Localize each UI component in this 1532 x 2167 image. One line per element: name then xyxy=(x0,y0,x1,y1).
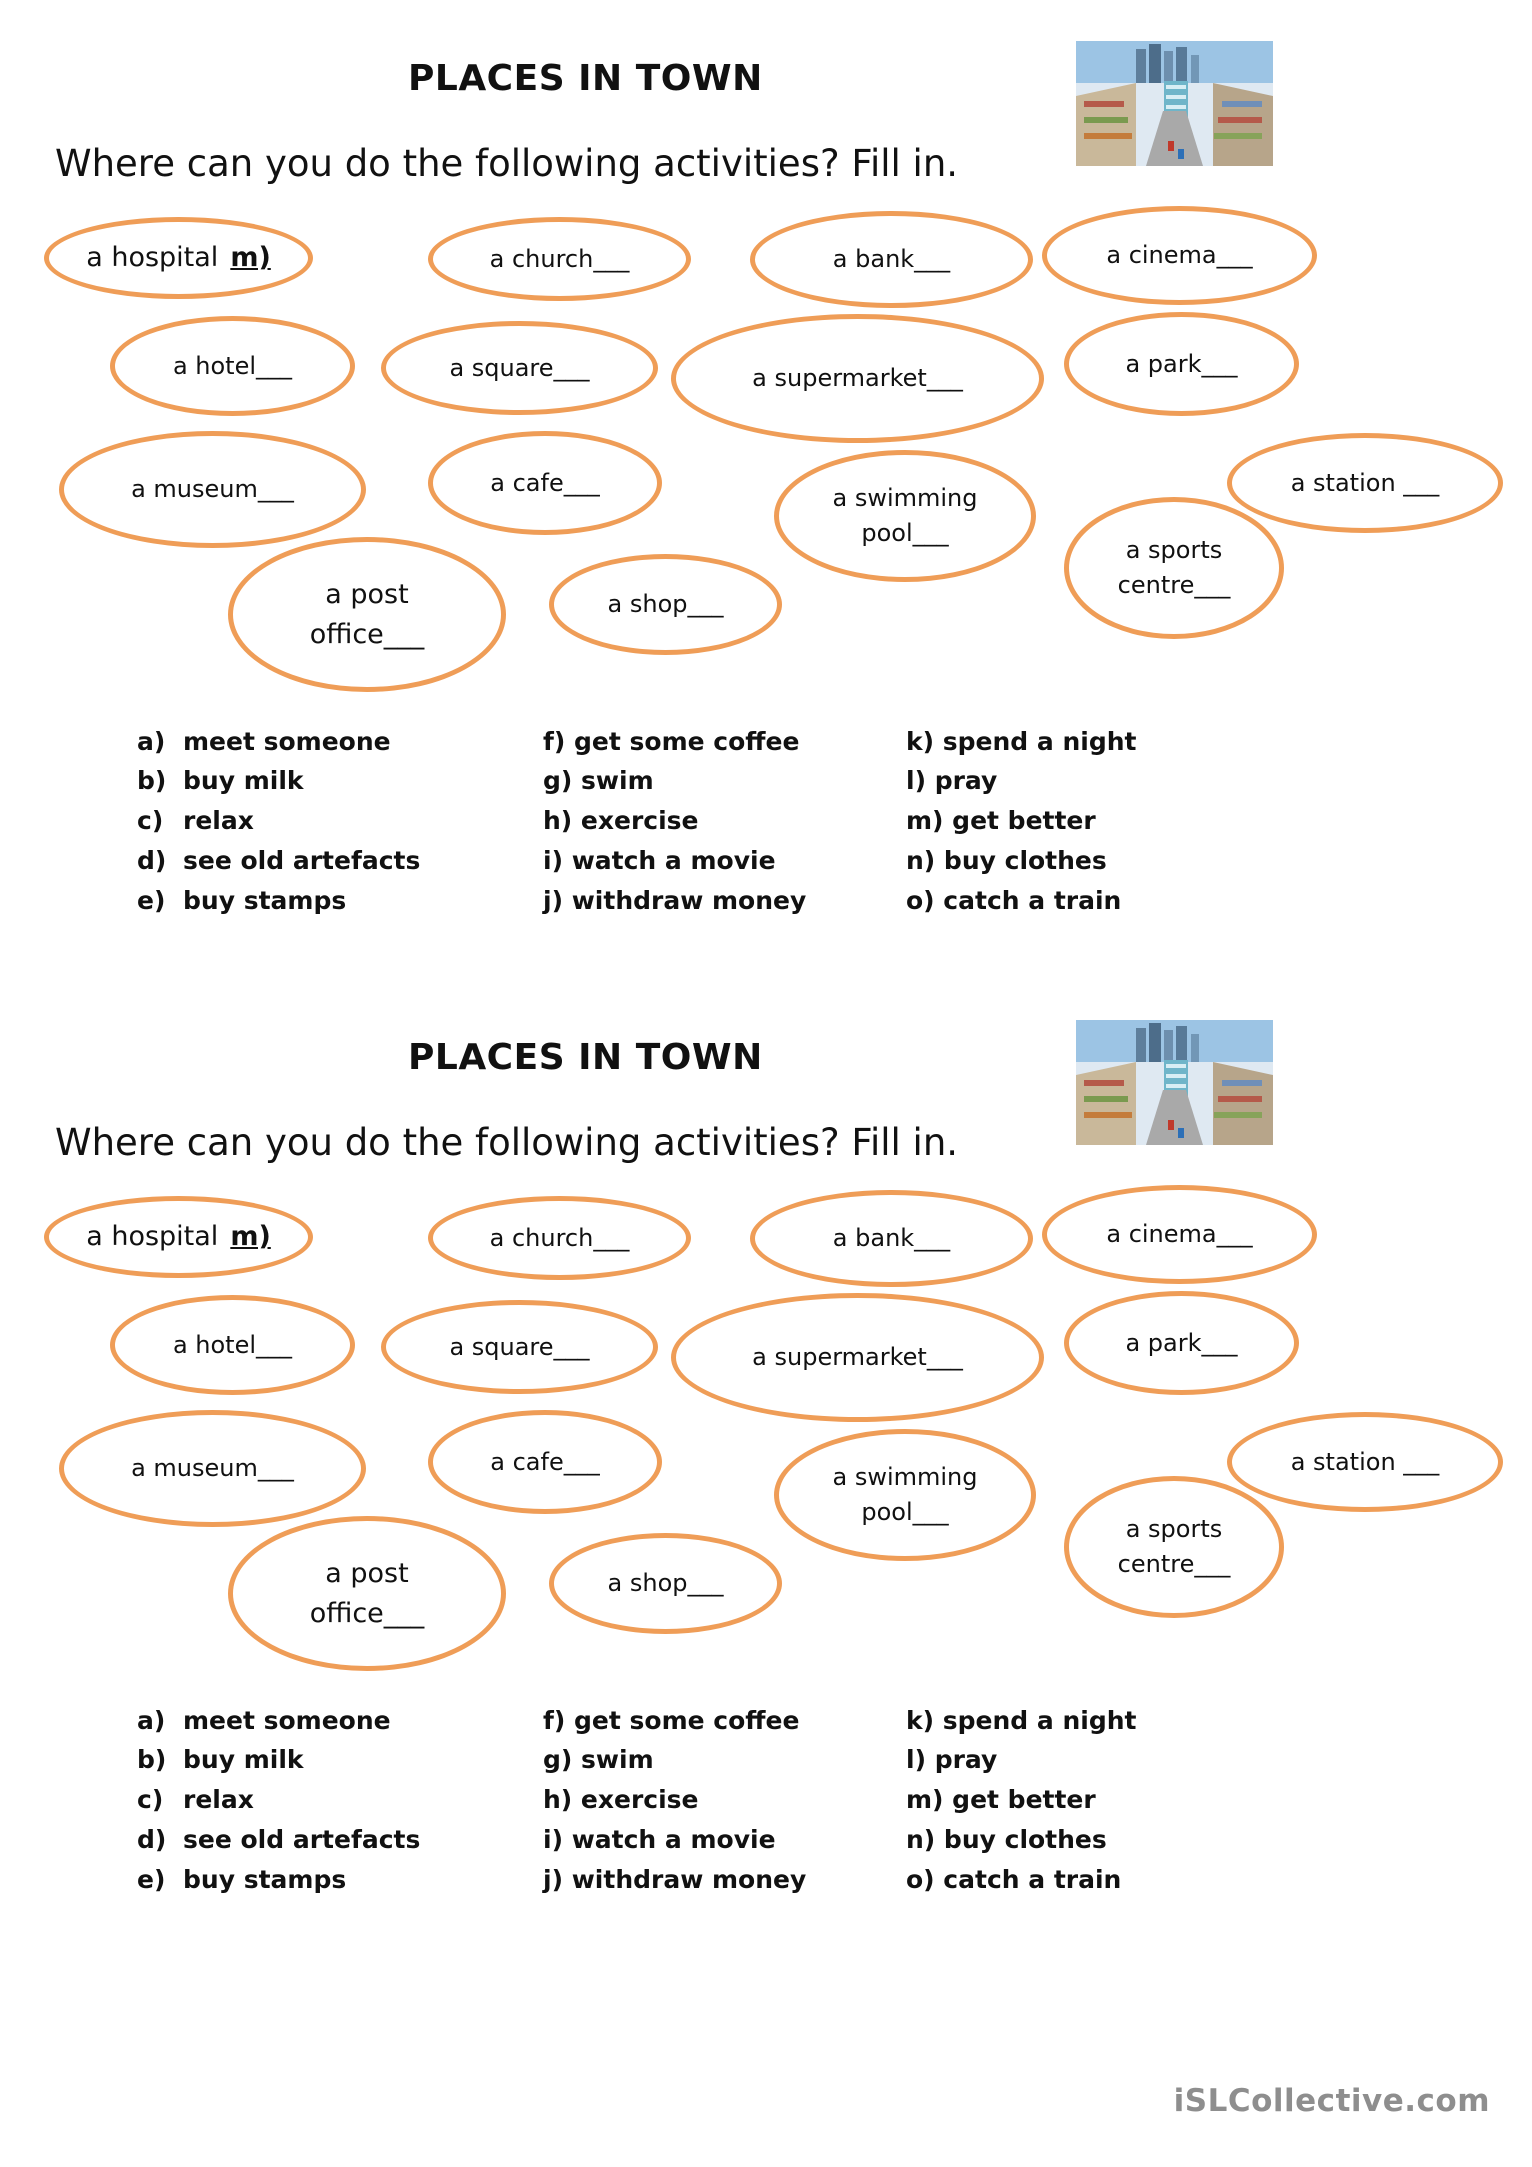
place-label: a sports centre___ xyxy=(1117,536,1231,599)
place-oval-church xyxy=(428,217,691,301)
activity-item: k) spend a night xyxy=(906,727,1137,756)
activity-item: g) swim xyxy=(543,1745,654,1774)
activity-item: o) catch a train xyxy=(906,1865,1122,1894)
place-oval-bank xyxy=(750,1190,1033,1287)
worksheet-section-1 xyxy=(0,0,1532,980)
activity-item: b) buy milk xyxy=(137,1745,304,1774)
place-label: a cinema___ xyxy=(1106,1220,1253,1249)
place-oval-shop xyxy=(549,1533,782,1634)
place-label: a bank___ xyxy=(832,1224,951,1253)
place-label: a cafe___ xyxy=(490,1447,600,1476)
place-oval-supermarket xyxy=(671,314,1044,443)
city-illustration xyxy=(1076,1020,1273,1145)
activity-item: a) meet someone xyxy=(137,727,391,756)
place-oval-shop xyxy=(549,554,782,655)
activity-item: i) watch a movie xyxy=(543,1825,776,1854)
activity-item: m) get better xyxy=(906,806,1096,835)
worksheet-section-2 xyxy=(0,979,1532,1959)
place-oval-church xyxy=(428,1196,691,1280)
place-label: a park___ xyxy=(1125,1328,1238,1357)
page-title: PLACES IN TOWN xyxy=(408,58,763,99)
place-label: a hospital xyxy=(86,1221,219,1253)
place-label: a cafe___ xyxy=(490,468,600,497)
place-label: a hotel___ xyxy=(172,351,293,380)
activity-item: b) buy milk xyxy=(137,766,304,795)
place-oval-park xyxy=(1064,1291,1299,1395)
activity-item: d) see old artefacts xyxy=(137,846,421,875)
place-label: a shop___ xyxy=(607,1569,724,1598)
place-oval-hospital xyxy=(44,1196,313,1278)
activity-item: h) exercise xyxy=(543,806,699,835)
activity-item: h) exercise xyxy=(543,1785,699,1814)
activity-item: j) withdraw money xyxy=(543,1865,807,1894)
place-oval-sports-centre xyxy=(1064,497,1284,639)
activity-item: e) buy stamps xyxy=(137,1865,347,1894)
place-label: a station ___ xyxy=(1290,468,1440,497)
place-oval-cinema xyxy=(1042,206,1317,305)
place-label: a post office___ xyxy=(309,1558,425,1629)
place-oval-hotel xyxy=(110,316,355,416)
city-illustration xyxy=(1076,41,1273,166)
place-label: a bank___ xyxy=(832,245,951,274)
place-oval-post-office xyxy=(228,537,506,692)
place-oval-square xyxy=(381,1300,658,1394)
place-oval-station xyxy=(1227,433,1503,533)
place-oval-bank xyxy=(750,211,1033,308)
activity-item: c) relax xyxy=(137,1785,254,1814)
activity-item: n) buy clothes xyxy=(906,1825,1107,1854)
activity-item: l) pray xyxy=(906,1745,998,1774)
place-oval-hospital xyxy=(44,217,313,299)
place-oval-post-office xyxy=(228,1516,506,1671)
place-label: a sports centre___ xyxy=(1117,1515,1231,1578)
example-answer: m) xyxy=(230,242,271,274)
example-answer: m) xyxy=(230,1221,271,1253)
activity-item: j) withdraw money xyxy=(543,886,807,915)
activity-item: g) swim xyxy=(543,766,654,795)
place-label: a museum___ xyxy=(131,1454,294,1483)
activity-item: l) pray xyxy=(906,766,998,795)
activity-item: m) get better xyxy=(906,1785,1096,1814)
place-oval-sports-centre xyxy=(1064,1476,1284,1618)
place-oval-swimming-pool xyxy=(774,1429,1036,1561)
place-label: a supermarket___ xyxy=(752,364,963,393)
watermark: iSLCollective.com xyxy=(1173,2083,1490,2119)
activity-item: a) meet someone xyxy=(137,1706,391,1735)
activity-item: i) watch a movie xyxy=(543,846,776,875)
activity-item: d) see old artefacts xyxy=(137,1825,421,1854)
place-oval-museum xyxy=(59,431,366,548)
place-label: a square___ xyxy=(449,353,590,382)
place-label: a supermarket___ xyxy=(752,1343,963,1372)
place-label: a hotel___ xyxy=(172,1330,293,1359)
place-label: a park___ xyxy=(1125,349,1238,378)
place-label: a shop___ xyxy=(607,590,724,619)
activity-item: o) catch a train xyxy=(906,886,1122,915)
place-oval-hotel xyxy=(110,1295,355,1395)
place-oval-station xyxy=(1227,1412,1503,1512)
activity-item: f) get some coffee xyxy=(543,727,800,756)
activity-item: f) get some coffee xyxy=(543,1706,800,1735)
place-oval-swimming-pool xyxy=(774,450,1036,582)
place-label: a station ___ xyxy=(1290,1447,1440,1476)
place-label: a swimming pool___ xyxy=(832,1463,978,1526)
place-label: a swimming pool___ xyxy=(832,484,978,547)
place-label: a hospital xyxy=(86,242,219,274)
place-label: a cinema___ xyxy=(1106,241,1253,270)
place-oval-museum xyxy=(59,1410,366,1527)
place-label: a square___ xyxy=(449,1332,590,1361)
page-title: PLACES IN TOWN xyxy=(408,1037,763,1078)
activity-item: e) buy stamps xyxy=(137,886,347,915)
activity-item: c) relax xyxy=(137,806,254,835)
place-label: a post office___ xyxy=(309,579,425,650)
place-label: a museum___ xyxy=(131,475,294,504)
place-oval-park xyxy=(1064,312,1299,416)
place-label: a church___ xyxy=(489,244,630,273)
place-oval-cinema xyxy=(1042,1185,1317,1284)
instruction-text: Where can you do the following activities? Fill in. xyxy=(55,142,959,185)
place-oval-cafe xyxy=(428,431,662,535)
place-oval-square xyxy=(381,321,658,415)
activity-item: k) spend a night xyxy=(906,1706,1137,1735)
place-label: a church___ xyxy=(489,1223,630,1252)
instruction-text: Where can you do the following activities? Fill in. xyxy=(55,1121,959,1164)
place-oval-supermarket xyxy=(671,1293,1044,1422)
place-oval-cafe xyxy=(428,1410,662,1514)
activity-item: n) buy clothes xyxy=(906,846,1107,875)
